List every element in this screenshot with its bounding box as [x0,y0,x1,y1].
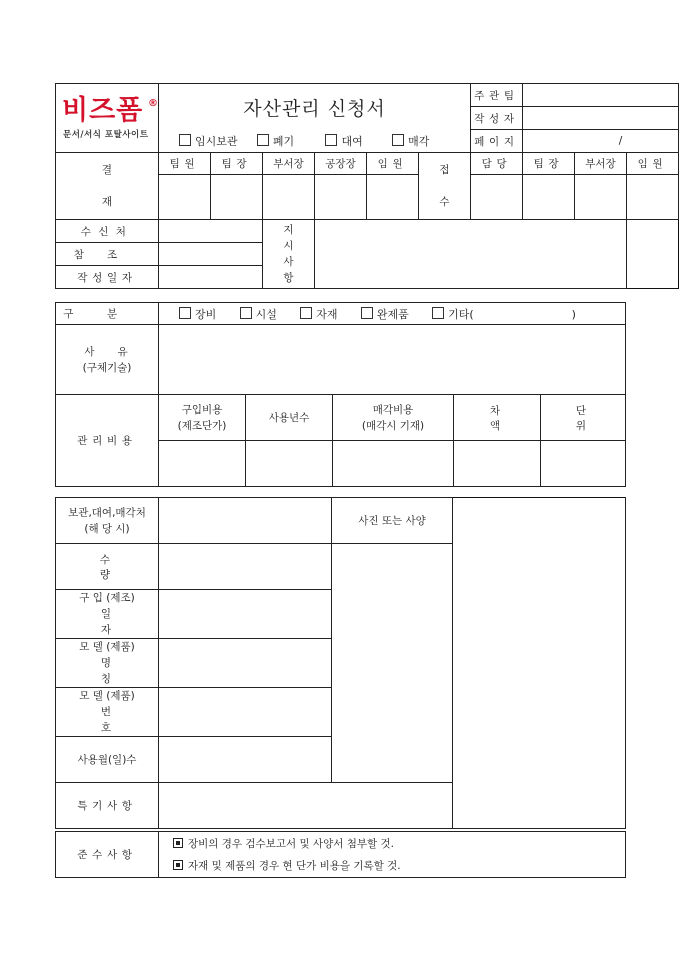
option-disposal[interactable]: 폐기 [257,133,294,149]
bullet-icon [173,860,183,870]
approval-sign-leader[interactable] [211,175,263,220]
compliance-note-material: 자재 및 제품의 경우 현 단가 비용을 기록할 것. [159,855,626,878]
category-table [55,302,626,487]
checkbox[interactable] [179,134,191,146]
approval-role-member: 팀원 [159,153,211,175]
reason-field[interactable] [159,325,626,395]
category-option-other[interactable]: 기타( ) [432,306,576,322]
approval-sign-member[interactable] [159,175,211,220]
reception-role-dept-head: 부서장 [575,153,627,175]
instructions-field[interactable] [315,220,627,289]
checkbox[interactable] [257,134,269,146]
checkbox[interactable] [325,134,337,146]
approval-sign-executive[interactable] [367,175,419,220]
category-option-material[interactable]: 자재 [300,306,337,322]
location-field[interactable] [159,498,332,544]
remarks-field[interactable] [159,783,453,829]
meta-value-page[interactable]: / [523,130,679,153]
reference-field[interactable] [159,243,263,266]
model-name-field[interactable] [159,639,332,688]
date-label: 작성일자 [56,266,159,289]
reception-sign-executive[interactable] [627,175,679,220]
checkbox[interactable] [179,307,191,319]
approval-role-executive: 임원 [367,153,419,175]
meta-value-team[interactable] [523,84,679,107]
details-table [55,497,626,829]
quantity-field[interactable] [159,544,332,590]
meta-label-author: 작성자 [471,107,523,130]
compliance-table [55,831,626,878]
header-table [55,83,679,289]
reception-role-staff: 담당 [471,153,523,175]
approval-sign-dept-head[interactable] [263,175,315,220]
cost-value-sale[interactable] [333,441,454,487]
cost-header-sale: 매각비용 (매각시 기재) [333,395,454,441]
cost-value-difference[interactable] [454,441,541,487]
category-option-product[interactable]: 완제품 [361,306,409,322]
approval-sign-plant-head[interactable] [315,175,367,220]
cost-label: 관리비용 [56,395,159,487]
model-name-label: 모 델 (제품) 명 칭 [56,639,159,688]
title-cell [159,84,471,130]
purchase-date-field[interactable] [159,590,332,639]
photo-label: 사진 또는 사양 [332,498,453,544]
model-number-label: 모 델 (제품) 번 호 [56,688,159,737]
checkbox[interactable] [432,307,444,319]
meta-label-page: 페이지 [471,130,523,153]
quantity-label: 수량 [56,544,159,590]
photo-area[interactable] [332,544,453,783]
checkbox[interactable] [240,307,252,319]
bullet-icon [173,838,183,848]
usage-label: 사용월(일)수 [56,737,159,783]
page-title: 자산관리 신청서 [243,98,386,121]
approval-role-plant-head: 공장장 [315,153,367,175]
date-field[interactable] [159,266,263,289]
category-option-equipment[interactable]: 장비 [179,306,216,322]
approval-role-dept-head: 부서장 [263,153,315,175]
reception-sign-leader[interactable] [523,175,575,220]
photo-area-right[interactable] [453,498,626,829]
approval-role-leader: 팀장 [211,153,263,175]
option-sale[interactable]: 매각 [392,133,429,149]
approval-label: 결 재 [56,153,159,220]
logo-registered-mark: ® [148,98,158,109]
reception-role-leader: 팀장 [523,153,575,175]
recipient-field[interactable] [159,220,263,243]
remarks-label: 특기사항 [56,783,159,829]
cost-header-unit: 단위 [541,395,626,441]
cost-value-unit[interactable] [541,441,626,487]
request-type-options [159,130,471,153]
category-options [159,303,626,325]
meta-label-team: 주관팀 [471,84,523,107]
meta-value-author[interactable] [523,107,679,130]
reception-sign-dept-head[interactable] [575,175,627,220]
logo [56,92,158,144]
category-label: 구분 [56,303,159,325]
reason-label: 사유 (구체기술) [56,325,159,395]
checkbox[interactable] [361,307,373,319]
instructions-label: 지 시 사 항 [263,220,315,289]
location-label: 보관,대여,매각처 (해 당 시) [56,498,159,544]
option-rental[interactable]: 대여 [325,133,362,149]
reception-label: 접 수 [419,153,471,220]
logo-tagline: 문서/서식 포탈사이트 [63,130,149,140]
reception-role-executive: 임원 [627,153,679,175]
option-temp-storage[interactable]: 임시보관 [179,133,238,149]
reference-label: 참조 [56,243,159,266]
model-number-field[interactable] [159,688,332,737]
cost-value-purchase[interactable] [159,441,246,487]
recipient-label: 수신처 [56,220,159,243]
cost-header-years: 사용년수 [246,395,333,441]
category-option-facility[interactable]: 시설 [240,306,277,322]
checkbox[interactable] [392,134,404,146]
cost-header-difference: 차액 [454,395,541,441]
cost-value-years[interactable] [246,441,333,487]
compliance-label: 준수사항 [56,832,159,878]
purchase-date-label: 구 입 (제조) 일 자 [56,590,159,639]
compliance-note-equipment: 장비의 경우 검수보고서 및 사양서 첨부할 것. [159,832,626,855]
usage-field[interactable] [159,737,332,783]
reception-sign-staff[interactable] [471,175,523,220]
logo-brand: 비즈폼 [62,95,144,126]
cost-header-purchase: 구입비용 (제조단가) [159,395,246,441]
checkbox[interactable] [300,307,312,319]
logo-cell [56,84,159,153]
